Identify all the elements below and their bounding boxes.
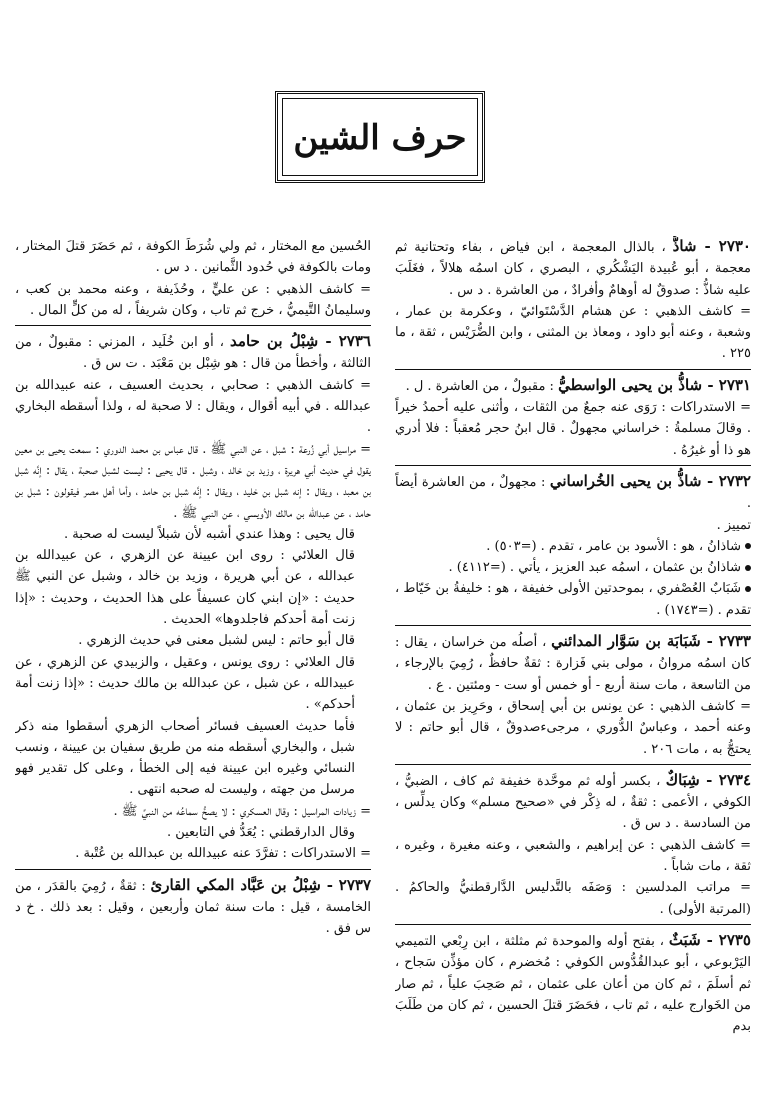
- cross-reference: شَبَابٌ العُصْفري ، بموحدتين الأولى خفيفة ، هو : خليفةُ بن خَيّاط ، تقدم . (=١٧٤٣) .: [395, 581, 751, 618]
- divider: [395, 369, 751, 370]
- entry-body: : مقبولٌ ، من العاشرة . ل .: [405, 378, 554, 394]
- entry-body: ، أو ابن خُلَيد ، المزني : مقبولٌ ، من الثالثة ، وأخطأ من قال : هو شِبْل بن مَعْبَد . ت س ق .: [15, 335, 371, 372]
- tamyiz-label: تمييز .: [716, 517, 751, 533]
- cross-reference: شاذانُ ، هو : الأسود بن عامر ، تقدم . (=٥٠٣) .: [486, 538, 741, 554]
- entry-note: = الاستدراكات : رَوَى عنه جمعٌ من الثقات ، وأثنى عليه أحمدُ خيراً . وقالَ مسلمةُ : خراساني مجهولٌ . قال ابنُ حجر مُعقباً : فلا أدري هو ذا أو غيرُهُ .: [395, 400, 751, 458]
- entry-note: قال يحيى : وهذا عندي أشبه لأن شبلاً ليست له صحبة .: [63, 526, 355, 542]
- entry-number: ٢٧٣٠ -: [696, 237, 751, 255]
- entry-number: ٢٧٣١ -: [702, 375, 751, 394]
- entry-note: = كاشف الذهبي : عن يونس بن أبي إسحاق ، وحَرِيز بن عثمان ، وعنه أحمد ، وعباسٌ الدُّوري ، مرجىءصدوقٌ ، قال أبو حاتم : لا يحتجُّ به ، مات ٢٠٦ .: [395, 698, 751, 757]
- entry-name: شِبَاكٌ: [665, 770, 700, 789]
- divider: [395, 625, 751, 626]
- bullet-icon: [745, 565, 751, 571]
- entry-number: ٢٧٣٣ -: [700, 632, 751, 651]
- entry-note: فأما حديث العسيف فسائر أصحاب الزهري أسقطوا منه ذكر شبل ، والبخاري أسقطه منه من طريق سفيان بن عيينة ، ونسب النسائي وغيره ابن عيينة فيه إلى الخطأ ، وعلى كل تقدير فهو مرسل من جهته ، وليست له صحبه انتهى .: [15, 718, 355, 798]
- entry-body: : مجهولٌ ، من العاشرة أيضاً .: [395, 474, 751, 512]
- entry-2735-continued: [15, 236, 371, 321]
- entry-number: ٢٧٣٥ -: [700, 930, 751, 949]
- entry-name: شَبَثٌ: [668, 930, 701, 949]
- entry-note: = كاشف الذهبي : عن إبراهيم ، والشعبي ، وعنه مغيرة ، وغيره ، ثقة ، مات شاباً .: [395, 837, 751, 875]
- entry-note: = كاشف الذهبي : عن هشام الدَّسْتَوائيّ ، وعكرمة بن عمار ، وشعبة ، وعنه أبو داود ، ومعاذ بن المثنى ، وابن الضُّرَيْس ، ثقة ، ما ٢٢٥ .: [395, 303, 751, 362]
- entry-2732: [395, 471, 751, 621]
- entry-2733: [395, 631, 751, 760]
- entry-2735: [395, 930, 751, 1037]
- entry-body: ، بكسر أوله ثم موحَّدة خفيفة ثم كاف ، الضبيُّ ، الكوفي ، الأعمى : ثقةٌ ، له ذِكْر في «صحيح مسلم» وكان يدلِّس ، من السادسة . د س ق .: [395, 773, 751, 832]
- entry-2737: [15, 875, 371, 940]
- bullet-icon: [745, 586, 751, 592]
- right-column: [395, 236, 751, 1098]
- cross-reference: شاذانُ بن عثمان ، اسمُه عبد العزيز ، يأتي . (=٤١١٢) .: [448, 560, 741, 576]
- entry-note: وقال الدارقطني : يُعَدُّ في التابعين .: [166, 825, 355, 841]
- left-column: [15, 236, 371, 1098]
- entry-name: شِبْلُ بن عَبَّاد المكي القارئ: [150, 875, 321, 894]
- entry-2730: [395, 236, 751, 365]
- bullet-icon: [745, 543, 751, 549]
- divider: [395, 465, 751, 466]
- entry-note: قال أبو حاتم : ليس لشبل معنى في حديث الزهري .: [78, 633, 355, 649]
- entry-number: ٢٧٣٦ -: [318, 332, 371, 351]
- entry-note: قال العلائي : روى ابن عيينة عن الزهري ، عن عبيدالله بن عبدالله ، عن أبي هريرة ، وزيد بن خالد ، وشبل عن النبي ﷺ حديث : «إن ابني كان عسيفاً على هذا الحديث ، وحديث : «إذا زنت أمة أحدكم فاجلدوها» الحديث .: [15, 548, 355, 628]
- entry-name: شاذُّ بن يحيى الخُراساني: [549, 471, 702, 490]
- entry-2731: [395, 375, 751, 461]
- divider: [395, 764, 751, 765]
- entry-body: الحُسين مع المختار ، ثم ولي شُرَطَ الكوفة ، ثم حَضَرَ قتلَ المختار ، ومات بالكوفة في حُدود الثَّمانين . د س .: [15, 239, 371, 276]
- entry-note: = الاستدراكات : تفرَّدَ عنه عبيدالله بن عبدالله بن عُتْبة .: [75, 846, 371, 862]
- entry-number: ٢٧٣٧ -: [320, 875, 371, 894]
- chapter-title-frame: [275, 91, 485, 183]
- entry-name: شاذُّ بن يحيى الواسطيُّ: [558, 375, 703, 394]
- entry-name: شَبَابَة بن سَوَّار المدائني: [551, 632, 701, 651]
- entry-body: ، أصلُه من خراسان ، يقال : كان اسمُه مروانُ ، مولى بني فَزارة : ثقةٌ حافظٌ ، رُمِيَ بالإرجاء ، من التاسعة ، مات سنة أربع - أو خمس أو ست - ومئتين . ع .: [395, 635, 751, 693]
- entry-note: = زيادات المراسيل : وقال العسكري : لا يصحُّ سماعُه من النبيِّ ﷺ .: [113, 803, 371, 819]
- entry-body: ، بالذال المعجمة ، ابن فياض ، بفاء وتحتانية ثم معجمة ، أبو عُبيدة اليَشْكُري ، البصري ، كان اسمُه هلالاً ، فغَلَبَ عليه شاذُّ : صدوقٌ له أوهامٌ وأفرادٌ ، من العاشرة . د س .: [395, 240, 751, 298]
- entry-body: ، بفتح أوله والموحدة ثم مثلثة ، ابن رِبْعي التميمي اليَرْبوعي ، أبو عبدالقُدُّوس الكوفي : مُخضرم ، كان مؤذِّن سَجاح ، ثم أسلَمَ ، ثم كان من أعان على عثمان ، ثم صَحِبَ علياً ، ثم صار من الخَوارج عليه ، ثم تاب ، فحَضَرَ قتلَ الحسين ، ثم كان من طَلَبَ بدم: [395, 933, 751, 1035]
- entry-body: : ثقةٌ ، رُمِيَ بالقدَر ، من الخامسة ، قيل : مات سنة ثمان وأربعين ، وقيل : بعد ذلك . خ د س فق .: [15, 878, 371, 937]
- entry-note: = مراتب المدلسين : وَصَفَه بالتَّدليس الدَّارقطنيُّ والحاكمُ . (المرتبة الأولى) .: [395, 880, 751, 917]
- divider: [15, 869, 371, 870]
- entry-note: = كاشف الذهبي : صحابي ، بحديث العسيف ، عنه عبيدالله بن عبدالله . في أبيه أقوال ، ويقال : لا صحبة له ، ولذا أسقطه البخاري .: [15, 377, 371, 436]
- entry-number: ٢٧٣٤ -: [699, 770, 751, 789]
- divider: [15, 325, 371, 326]
- chapter-title: حرف الشين: [293, 118, 467, 158]
- entry-name: شاذُّ: [672, 237, 697, 255]
- entry-number: ٢٧٣٢ -: [701, 471, 751, 490]
- entry-note: قال العلائي : روى يونس ، وعقيل ، والزبيدي عن الزهري ، عن عبيدالله ، عن شبل ، عن عبدالله بن مالك حديث : «إذا زنت أمة أحدكم» .: [15, 654, 355, 713]
- entry-2736: [15, 331, 371, 864]
- divider: [395, 924, 751, 925]
- entry-2734: [395, 770, 751, 920]
- entry-note: = كاشف الذهبي : عن عليٍّ ، وحُذَيفة ، وعنه محمد بن كعب ، وسليمانُ التَّيميُّ ، خرج ثم تاب ، وكان شريفاً ، له من كلٍّ المال .: [15, 281, 371, 318]
- entry-note: = مراسيل أبي زُرعة : شبل ، عن النبي ﷺ . قال عباس بن محمد الدوري : سمعت يحيى بن معين يقول في حديث أبي هريرة ، وزيد بن خالد ، وشبل . قال يحيى : ليست لشبل صحبة ، يقال : إنَّه شبل بن معبد ، ويقال : إنه شبل بن خليد ، ويقال : إنَّه شبل بن حامد ، وأما أهل مصر فيقولون : شبل بن حامد ، عن عبدالله بن مالك الأويسي ، عن النبي ﷺ .: [15, 441, 371, 521]
- entry-name: شِبْلُ بن حامد: [230, 332, 319, 351]
